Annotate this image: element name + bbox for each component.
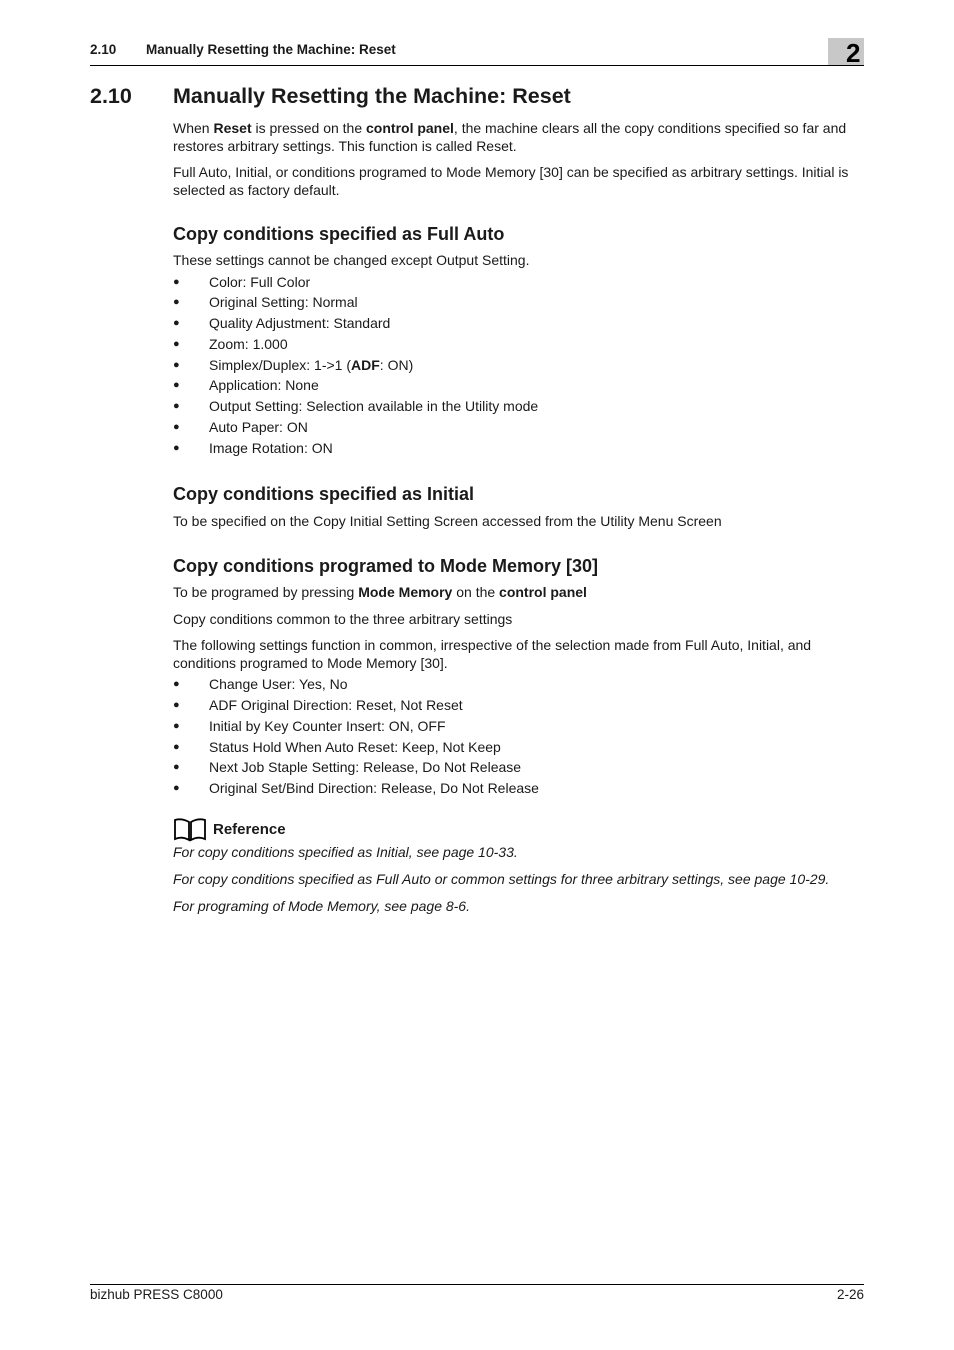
list-item: ● Initial by Key Counter Insert: ON, OFF bbox=[173, 717, 446, 734]
initial-text: To be specified on the Copy Initial Setting Screen accessed from the Utility Menu Screen bbox=[173, 512, 722, 529]
heading-mode-memory: Copy conditions programed to Mode Memory [30] bbox=[173, 556, 599, 577]
list-item: ● Original Set/Bind Direction: Release, Do Not Release bbox=[173, 780, 539, 797]
reference-line-3: For programing of Mode Memory, see page 8-6. bbox=[173, 897, 470, 914]
intro-paragraph-1: When Reset is pressed on the control panel, the machine clears all the copy conditions specified so far and restores arbitrary settings. This function is called Reset. bbox=[173, 120, 847, 154]
full-auto-text: These settings cannot be changed except Output Setting. bbox=[173, 252, 530, 268]
intro-paragraph-2: Full Auto, Initial, or conditions programed to Mode Memory [30] can be specified as arbitrary settings. Initial is selected as factory default. bbox=[173, 164, 849, 198]
heading-initial: Copy conditions specified as Initial bbox=[173, 483, 475, 504]
mode-memory-paragraph-2: Copy conditions common to the three arbitrary settings bbox=[173, 610, 513, 627]
list-item: ● Application: None bbox=[173, 377, 319, 394]
list-item: ● Quality Adjustment: Standard bbox=[173, 315, 391, 332]
heading-full-auto: Copy conditions specified as Full Auto bbox=[173, 224, 505, 244]
full-auto-list bbox=[173, 272, 865, 459]
common-settings-list bbox=[173, 674, 865, 799]
reference-label: Reference bbox=[213, 821, 286, 839]
chapter-number: 2 bbox=[846, 38, 861, 68]
book-icon bbox=[173, 817, 207, 843]
list-item: ● Color: Full Color bbox=[173, 273, 311, 290]
reference-heading bbox=[173, 817, 865, 843]
list-item: ● Auto Paper: ON bbox=[173, 419, 308, 436]
header-section-title: Manually Resetting the Machine: Reset bbox=[146, 42, 396, 57]
reference-line-1: For copy conditions specified as Initial, see page 10-33. bbox=[173, 843, 518, 860]
mode-memory-paragraph-3: The following settings function in common, irrespective of the selection made from Full Auto, Initial, and conditions programed to Mode Memory [30]. bbox=[173, 637, 812, 671]
list-item: ● Original Setting: Normal bbox=[173, 294, 358, 311]
footer-divider bbox=[90, 1284, 864, 1285]
mode-memory-paragraph-1: To be programed by pressing Mode Memory on the control panel bbox=[173, 584, 587, 601]
header-section-number: 2.10 bbox=[90, 42, 117, 57]
header-divider bbox=[90, 65, 864, 66]
list-item: ● Output Setting: Selection available in the Utility mode bbox=[173, 398, 539, 415]
footer-page-number: 2-26 bbox=[836, 1287, 864, 1302]
list-item: ● Zoom: 1.000 bbox=[173, 335, 288, 352]
footer-product-name: bizhub PRESS C8000 bbox=[90, 1287, 223, 1302]
list-item: ● Status Hold When Auto Reset: Keep, Not Keep bbox=[173, 738, 501, 755]
list-item: ● Change User: Yes, No bbox=[173, 676, 348, 693]
list-item: ● Simplex/Duplex: 1->1 (ADF: ON) bbox=[173, 356, 414, 373]
section-title: Manually Resetting the Machine: Reset bbox=[173, 84, 571, 108]
list-item: ● ADF Original Direction: Reset, Not Reset bbox=[173, 696, 463, 713]
reference-line-2: For copy conditions specified as Full Auto or common settings for three arbitrary settings, see page 10-29. bbox=[173, 870, 830, 887]
list-item: ● Next Job Staple Setting: Release, Do Not Release bbox=[173, 759, 522, 776]
list-item: ● Image Rotation: ON bbox=[173, 439, 333, 456]
page-content bbox=[173, 120, 865, 915]
section-number: 2.10 bbox=[90, 84, 132, 108]
